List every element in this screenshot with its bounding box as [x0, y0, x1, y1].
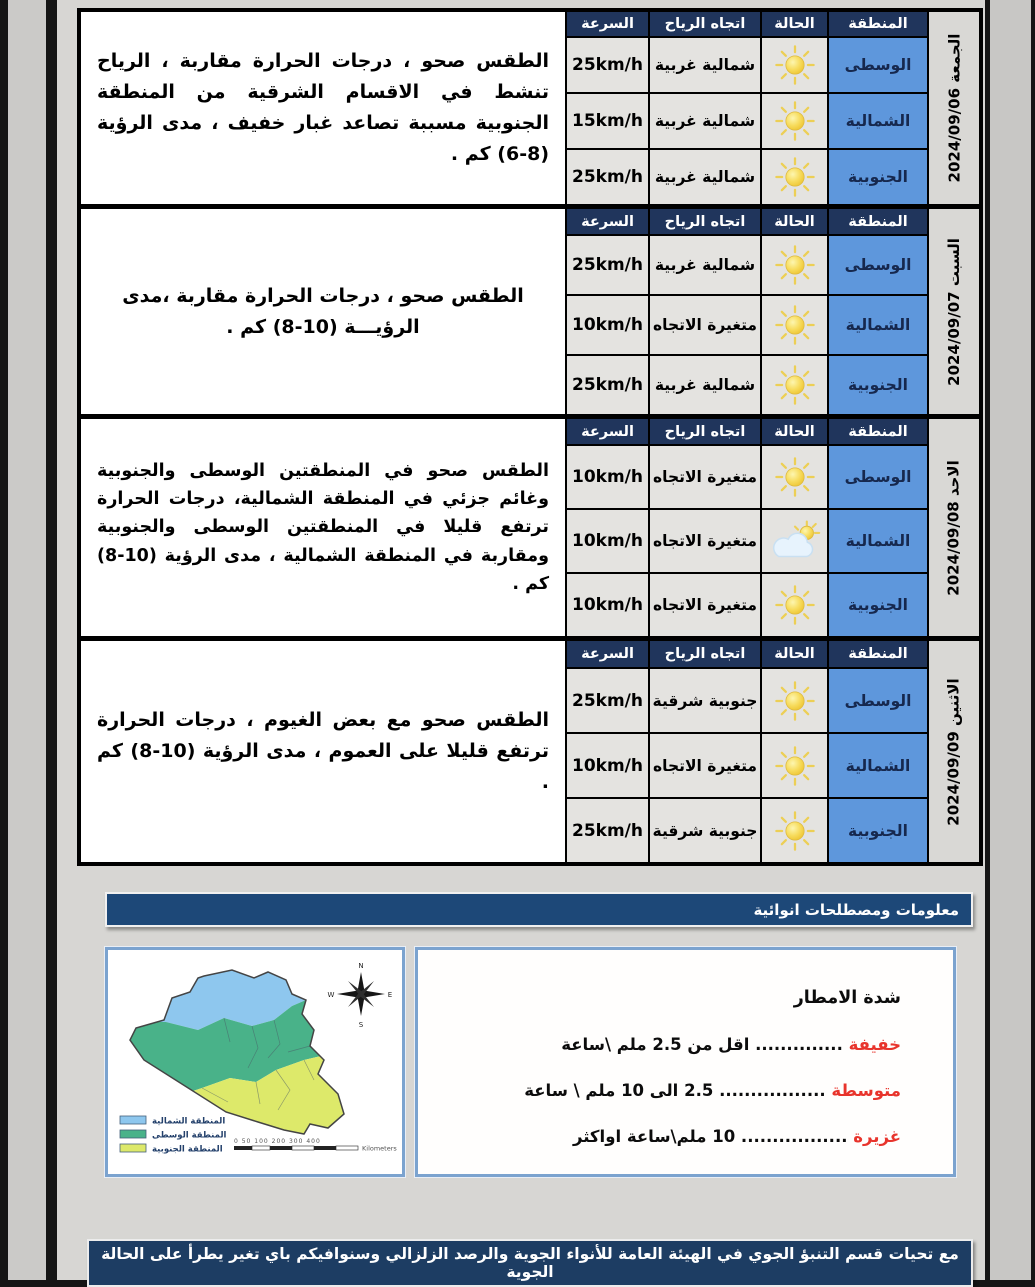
compass-n-label: N — [358, 962, 364, 970]
sun-icon — [774, 364, 816, 406]
date-cell — [928, 418, 980, 637]
date-cell — [928, 640, 980, 863]
compass-w-label: W — [327, 991, 335, 999]
day-description-text: الطقس صحو مع بعض الغيوم ، درجات الحرارة ترتفع قليلا على العموم ، مدى الرؤية (10-8) كم . — [97, 709, 549, 793]
col-header-condition: الحالة — [761, 640, 828, 668]
condition-cell — [761, 235, 828, 295]
rain-intensity-item — [438, 1127, 901, 1146]
legend-swatch-south — [120, 1144, 146, 1152]
wind-direction-cell: متغيرة الاتجاه — [649, 573, 761, 637]
wind-direction-cell: متغيرة الاتجاه — [649, 295, 761, 355]
compass-s-label: S — [358, 1021, 364, 1029]
col-header-speed: السرعة — [566, 208, 649, 235]
condition-cell — [761, 295, 828, 355]
col-header-condition: الحالة — [761, 11, 828, 37]
region-cell: الوسطى — [828, 37, 928, 93]
wind-direction-cell: متغيرة الاتجاه — [649, 733, 761, 798]
compass-rose-icon — [328, 962, 393, 1029]
col-header-condition: الحالة — [761, 208, 828, 235]
region-cell: الجنوبية — [828, 798, 928, 863]
region-cell: الوسطى — [828, 235, 928, 295]
col-header-wind: اتجاه الرياح — [649, 208, 761, 235]
region-cell: الوسطى — [828, 668, 928, 733]
wind-direction-cell: شمالية غربية — [649, 93, 761, 149]
legend-swatch-north — [120, 1116, 146, 1124]
day-description — [80, 11, 566, 205]
rain-intensity-title: شدة الامطار — [793, 988, 901, 1008]
forecast-day-section-monday — [77, 637, 983, 866]
region-cell: الشمالية — [828, 733, 928, 798]
col-header-speed: السرعة — [566, 640, 649, 668]
sun-icon — [774, 456, 816, 498]
date-cell — [928, 208, 980, 415]
condition-cell — [761, 509, 828, 573]
rain-level-label: غزيرة — [853, 1127, 901, 1146]
sun-icon — [774, 156, 816, 198]
rain-intensity-item — [438, 1035, 901, 1054]
condition-cell — [761, 798, 828, 863]
rain-intensity-item — [438, 1081, 901, 1100]
wind-speed-cell: 15km/h — [566, 93, 649, 149]
legend-swatch-central — [120, 1130, 146, 1138]
bulletin-page — [57, 0, 985, 1280]
col-header-wind: اتجاه الرياح — [649, 11, 761, 37]
compass-e-label: E — [387, 991, 393, 999]
day-description — [80, 640, 566, 863]
condition-cell — [761, 573, 828, 637]
wind-direction-cell: شمالية غربية — [649, 37, 761, 93]
col-header-wind: اتجاه الرياح — [649, 640, 761, 668]
wind-speed-cell: 25km/h — [566, 235, 649, 295]
wind-speed-cell: 10km/h — [566, 733, 649, 798]
date-label: الاثنين 2024/09/09 — [945, 677, 963, 826]
forecast-day-section-saturday — [77, 205, 983, 418]
region-cell: الشمالية — [828, 295, 928, 355]
condition-cell — [761, 733, 828, 798]
condition-cell — [761, 93, 828, 149]
sun-icon — [774, 100, 816, 142]
day-description-text: الطقس صحو ، درجات الحرارة مقاربة ، الرياح تنشط في الاقسام الشرقية من المنطقة الجنوبية مسببة تصاعد غبار خفيف ، مدى الرؤية (8-6) كم . — [97, 50, 549, 165]
col-header-condition: الحالة — [761, 418, 828, 445]
legend-label-south: المنطقة الجنوبية — [152, 1144, 223, 1155]
forecast-day-section-friday — [77, 8, 983, 208]
sun-icon — [774, 584, 816, 626]
info-banner — [105, 892, 973, 927]
wind-speed-cell: 25km/h — [566, 668, 649, 733]
day-description — [80, 208, 566, 415]
day-description-text: الطقس صحو في المنطقتين الوسطى والجنوبية وغائم جزئي في المنطقة الشمالية، درجات الحرارة ترتفع قليلا في المنطقتين الوسطى والجنوبية ومقاربة في المنطقة الشمالية ، مدى الرؤية (10-8) كم . — [97, 460, 549, 595]
scan-edge-left — [8, 0, 46, 1280]
col-header-speed: السرعة — [566, 11, 649, 37]
footer-text: مع تحيات قسم التنبؤ الجوي في الهيئة العامة للأنواء الجوية والرصد الزلزالي وسنوافيكم باي تغير يطرأ على الحالة الجوية — [101, 1245, 959, 1281]
col-header-wind: اتجاه الرياح — [649, 418, 761, 445]
scan-edge-right — [990, 0, 1031, 1280]
wind-speed-cell: 10km/h — [566, 295, 649, 355]
wind-speed-cell: 10km/h — [566, 573, 649, 637]
wind-speed-cell: 25km/h — [566, 149, 649, 205]
date-label: السبت 2024/09/07 — [945, 237, 963, 386]
sun-icon — [774, 304, 816, 346]
wind-speed-cell: 10km/h — [566, 445, 649, 509]
date-label: الاحد 2024/09/08 — [945, 459, 963, 596]
rain-level-definition: .............. اقل من 2.5 ملم \ساعة — [561, 1035, 843, 1054]
region-cell: الشمالية — [828, 93, 928, 149]
wind-speed-cell: 25km/h — [566, 37, 649, 93]
legend-label-central: المنطقة الوسطى — [152, 1130, 227, 1141]
region-cell: الجنوبية — [828, 149, 928, 205]
condition-cell — [761, 149, 828, 205]
region-cell: الشمالية — [828, 509, 928, 573]
day-description-text: الطقس صحو ، درجات الحرارة مقاربة ،مدى الرؤيـــة (10-8) كم . — [122, 284, 524, 338]
date-label: الجمعة 2024/09/06 — [944, 33, 963, 183]
wind-speed-cell: 25km/h — [566, 355, 649, 415]
iraq-regions-map — [105, 947, 405, 1177]
rain-intensity-panel — [415, 947, 956, 1177]
wind-direction-cell: شمالية غربية — [649, 235, 761, 295]
partly-cloudy-icon — [768, 520, 822, 563]
rain-level-label: متوسطة — [831, 1081, 901, 1100]
legend-label-north: المنطقة الشمالية — [152, 1116, 226, 1127]
info-banner-text: معلومات ومصطلحات انوائية — [753, 900, 959, 919]
rain-level-label: خفيفة — [848, 1035, 901, 1054]
iraq-map-graphic — [108, 950, 402, 1174]
wind-direction-cell: شمالية غربية — [649, 149, 761, 205]
forecast-day-section-sunday — [77, 415, 983, 640]
scale-numbers: 0 50 100 200 300 400 — [234, 1138, 321, 1145]
wind-speed-cell: 10km/h — [566, 509, 649, 573]
col-header-region: المنطقة — [828, 640, 928, 668]
sun-icon — [774, 680, 816, 722]
col-header-speed: السرعة — [566, 418, 649, 445]
sun-icon — [774, 810, 816, 852]
sun-icon — [774, 244, 816, 286]
scale-unit-label: Kilometers — [362, 1144, 397, 1153]
map-scale-bar — [234, 1138, 397, 1153]
condition-cell — [761, 37, 828, 93]
sun-icon — [774, 745, 816, 787]
rain-level-definition: ................. 10 ملم\ساعة اواكثر — [572, 1127, 848, 1146]
wind-direction-cell: شمالية غربية — [649, 355, 761, 415]
day-description — [80, 418, 566, 637]
date-cell — [928, 11, 980, 205]
info-panels — [105, 947, 956, 1177]
condition-cell — [761, 355, 828, 415]
wind-direction-cell: جنوبية شرقية — [649, 668, 761, 733]
col-header-region: المنطقة — [828, 418, 928, 445]
wind-direction-cell: متغيرة الاتجاه — [649, 445, 761, 509]
wind-speed-cell: 25km/h — [566, 798, 649, 863]
sun-icon — [774, 44, 816, 86]
region-cell: الجنوبية — [828, 573, 928, 637]
condition-cell — [761, 668, 828, 733]
col-header-region: المنطقة — [828, 208, 928, 235]
map-legend — [120, 1116, 227, 1155]
wind-direction-cell: متغيرة الاتجاه — [649, 509, 761, 573]
condition-cell — [761, 445, 828, 509]
rain-level-definition: ................. 2.5 الى 10 ملم \ ساعة — [524, 1081, 826, 1100]
col-header-region: المنطقة — [828, 11, 928, 37]
region-cell: الوسطى — [828, 445, 928, 509]
region-cell: الجنوبية — [828, 355, 928, 415]
wind-direction-cell: جنوبية شرقية — [649, 798, 761, 863]
